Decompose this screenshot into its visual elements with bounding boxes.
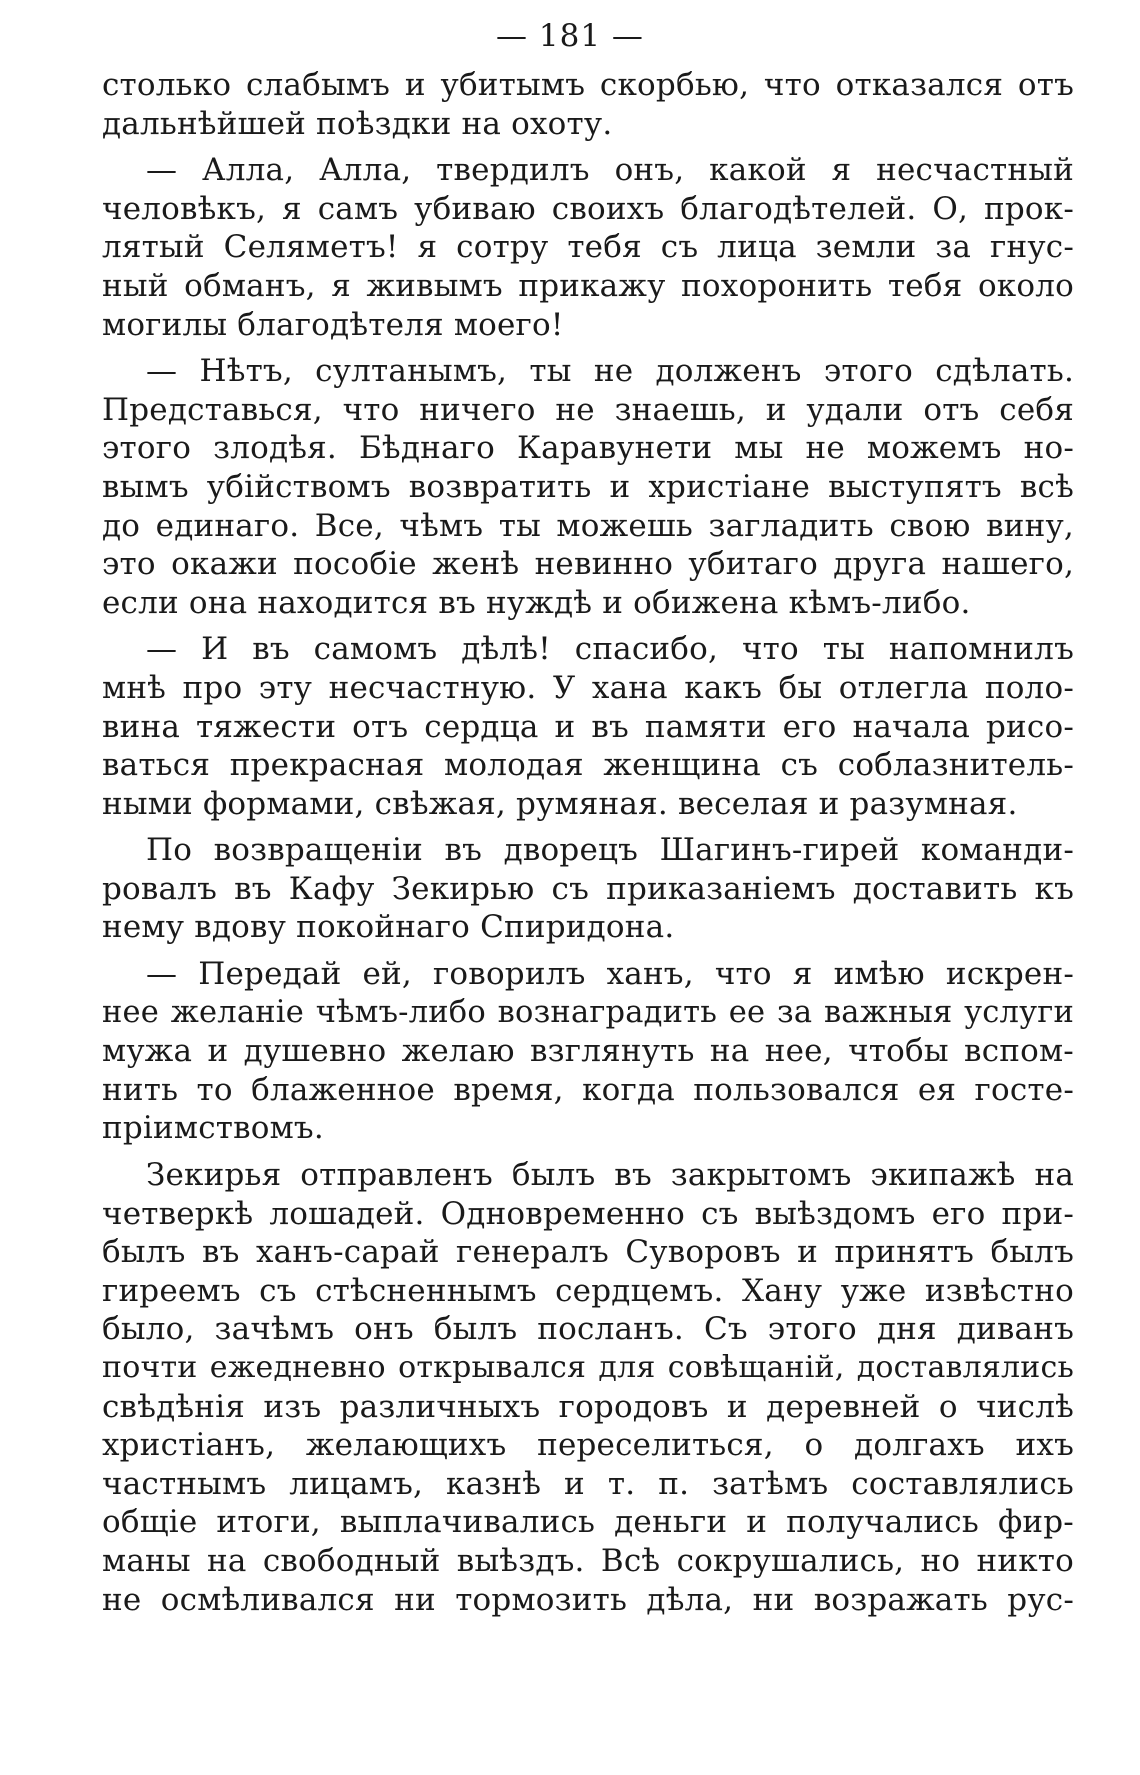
text-line: частнымъ лицамъ, казнѣ и т. п. затѣмъ составлялись (102, 1465, 1074, 1502)
text-line: мнѣ про эту несчастную. У хана какъ бы отлегла поло- (102, 669, 1074, 706)
text-line: — Алла, Алла, твердилъ онъ, какой я несчастный (146, 152, 1074, 189)
text-line: если она находится въ нуждѣ и обижена кѣмъ-либо. (102, 584, 971, 621)
text-line: нее желаніе чѣмъ-либо вознаградить ее за важныя услуги (102, 994, 1074, 1030)
text-line: четверкѣ лошадей. Одновременно съ выѣздомъ его при- (102, 1195, 1074, 1232)
paragraph-gap (102, 823, 1074, 831)
paragraph-gap (102, 622, 1074, 630)
text-line: нить то блаженное время, когда пользовался ея госте- (102, 1071, 1074, 1108)
text-line: мужа и душевно желаю взглянуть на нее, чтобы вспом- (102, 1033, 1074, 1070)
text-line: общіе итоги, выплачивались деньги и получались фир- (102, 1504, 1074, 1541)
text-line: — И въ самомъ дѣлѣ! спасибо, что ты напомнилъ (146, 631, 1074, 668)
text-line: ваться прекрасная молодая женщина съ соблазнитель- (102, 747, 1074, 784)
text-line: ный обманъ, я живымъ прикажу похоронить тебя около (102, 267, 1074, 304)
text-line: По возвращеніи въ дворецъ Шагинъ-гирей команди- (146, 832, 1074, 869)
paragraph-gap (102, 344, 1074, 352)
text-line: гиреемъ съ стѣсненнымъ сердцемъ. Хану уже извѣстно (102, 1272, 1074, 1309)
page-number: — 181 — (496, 18, 644, 54)
text-line: до единаго. Все, чѣмъ ты можешь загладить свою вину, (102, 507, 1074, 544)
text-line: свѣдѣнія изъ различныхъ городовъ и деревней о числѣ (102, 1388, 1074, 1425)
text-line: почти ежедневно открывался для совѣщаній, доставлялись (102, 1350, 1074, 1385)
text-line: могилы благодѣтеля моего! (102, 306, 564, 343)
text-line: былъ въ ханъ-сарай генералъ Суворовъ и принятъ былъ (102, 1234, 1074, 1271)
text-line: было, зачѣмъ онъ былъ посланъ. Съ этого дня диванъ (102, 1311, 1074, 1348)
text-line: дальнѣйшей поѣздки на охоту. (102, 105, 613, 142)
text-line: христіанъ, желающихъ переселиться, о долгахъ ихъ (102, 1427, 1074, 1464)
text-line: ровалъ въ Кафу Зекирью съ приказаніемъ доставить къ (102, 870, 1074, 907)
text-line: это окажи пособіе женѣ невинно убитаго друга нашего, (102, 546, 1074, 583)
text-line: человѣкъ, я самъ убиваю своихъ благодѣтелей. О, прок- (102, 190, 1074, 227)
text-line: маны на свободный выѣздъ. Всѣ сокрушались, но никто (102, 1542, 1074, 1579)
text-line: ными формами, свѣжая, румяная. веселая и разумная. (102, 785, 1018, 822)
text-line: этого злодѣя. Бѣднаго Каравунети мы не можемъ но- (102, 430, 1074, 467)
text-line: — Нѣтъ, султанымъ, ты не долженъ этого сдѣлать. (146, 353, 1074, 390)
text-line: Представься, что ничего не знаешь, и удали отъ себя (102, 391, 1074, 428)
text-line: лятый Селяметъ! я сотру тебя съ лица земли за гнус- (102, 229, 1074, 266)
text-line: — Передай ей, говорилъ ханъ, что я имѣю искрен- (146, 956, 1074, 993)
paragraph-gap (102, 947, 1074, 955)
paragraph-gap (102, 143, 1074, 151)
body-text (102, 66, 1074, 1619)
text-line: не осмѣливался ни тормозить дѣла, ни возражать рус- (102, 1581, 1074, 1618)
text-line: Зекирья отправленъ былъ въ закрытомъ экипажѣ на (146, 1157, 1074, 1194)
text-line: столько слабымъ и убитымъ скорбью, что отказался отъ (102, 67, 1074, 103)
text-line: вина тяжести отъ сердца и въ памяти его начала рисо- (102, 708, 1074, 745)
text-line: вымъ убійствомъ возвратить и христіане выступятъ всѣ (102, 468, 1074, 505)
text-line: пріимствомъ. (102, 1110, 324, 1147)
text-line: нему вдову покойнаго Спиридона. (102, 909, 675, 946)
paragraph-gap (102, 1148, 1074, 1156)
